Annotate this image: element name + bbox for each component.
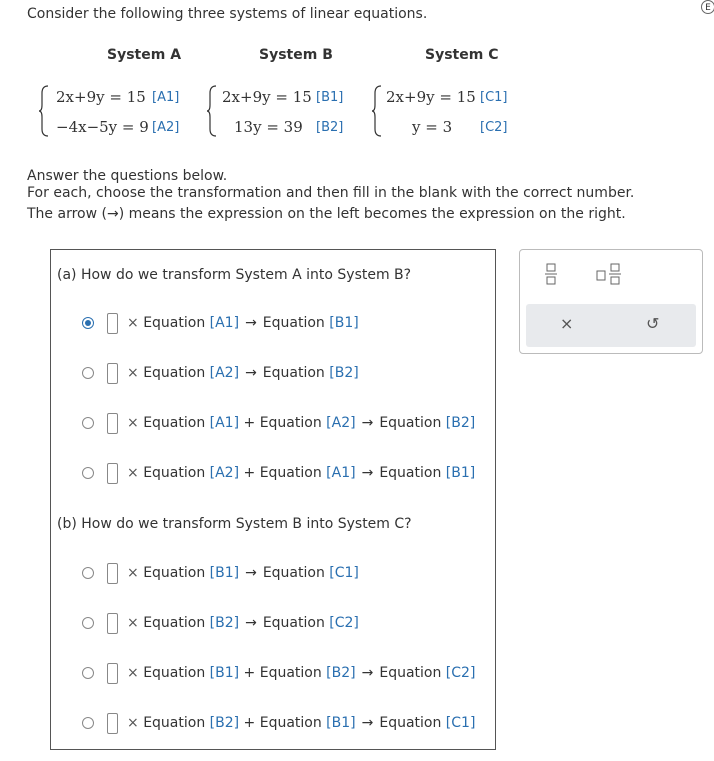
arrow-icon: → xyxy=(361,715,374,731)
coefficient-input[interactable] xyxy=(107,713,118,734)
equation-word: Equation xyxy=(143,615,210,631)
part-b-question: (b) How do we transform System B into System C? xyxy=(57,516,412,532)
equation-word: Equation xyxy=(259,715,327,731)
equation-ref: [A2] xyxy=(209,365,240,381)
system-c-title: System C xyxy=(425,47,499,63)
equation-word: Equation xyxy=(262,565,330,581)
arrow-icon: → xyxy=(106,206,119,222)
answer-toolbox xyxy=(519,249,703,354)
equation-word: Equation xyxy=(259,465,327,481)
equation-word: Equation xyxy=(143,715,210,731)
equation-ref: [B1] xyxy=(326,715,356,731)
help-badge[interactable]: E xyxy=(701,0,714,14)
equation-word: Equation xyxy=(262,615,330,631)
option-expression xyxy=(127,565,359,581)
coefficient-input[interactable] xyxy=(107,463,118,484)
option-expression xyxy=(127,415,475,431)
option-radio[interactable] xyxy=(82,467,94,479)
equation-word: Equation xyxy=(262,315,330,331)
times-symbol: × xyxy=(127,665,139,681)
option-radio[interactable] xyxy=(82,617,94,629)
option-radio[interactable] xyxy=(82,367,94,379)
system-a-eq2: −4x−5y = 9 xyxy=(56,118,149,136)
equation-ref: [B2] xyxy=(209,615,240,631)
instruction-line3-post: ) means the expression on the left becomes the expression on the right. xyxy=(118,206,626,222)
clear-icon[interactable]: × xyxy=(560,314,574,333)
equation-word: Equation xyxy=(143,315,210,331)
option-expression xyxy=(127,315,359,331)
option-radio[interactable] xyxy=(82,717,94,729)
times-symbol: × xyxy=(127,565,139,581)
equation-word: Equation xyxy=(379,665,446,681)
system-b-title: System B xyxy=(259,47,333,63)
arrow-icon: → xyxy=(245,565,257,581)
system-c-eq1: 2x+9y = 15 xyxy=(386,88,476,106)
toolbox-actions xyxy=(526,304,696,347)
arrow-icon: → xyxy=(361,415,374,431)
equation-ref: [A2] xyxy=(209,465,240,481)
instruction-line2: For each, choose the transformation and then fill in the blank with the correct number. xyxy=(27,185,635,201)
arrow-icon: → xyxy=(245,315,257,331)
times-symbol: × xyxy=(127,615,139,631)
equation-ref: [C2] xyxy=(445,665,476,681)
instruction-line3 xyxy=(27,206,626,222)
times-symbol: × xyxy=(127,465,139,481)
equation-word: Equation xyxy=(143,415,210,431)
part-b-panel xyxy=(50,498,496,750)
system-b-eq1: 2x+9y = 15 xyxy=(222,88,312,106)
system-a-title: System A xyxy=(107,47,182,63)
option-row[interactable] xyxy=(51,312,491,336)
arrow-icon: → xyxy=(361,465,374,481)
equation-ref: [A1] xyxy=(209,415,240,431)
equation-word: Equation xyxy=(143,665,210,681)
equation-ref: [B2] xyxy=(326,665,356,681)
arrow-icon: → xyxy=(245,615,257,631)
equation-ref: [B2] xyxy=(445,415,476,431)
times-symbol: × xyxy=(127,315,139,331)
option-radio[interactable] xyxy=(82,317,94,329)
equation-ref: [C1] xyxy=(329,565,359,581)
coefficient-input[interactable] xyxy=(107,613,118,634)
system-b-eq2: 13y = 39 xyxy=(234,118,303,136)
equation-ref: [B2] xyxy=(329,365,359,381)
equation-word: Equation xyxy=(143,465,210,481)
system-b-brace xyxy=(206,85,218,137)
part-a-panel xyxy=(50,249,496,500)
equation-word: Equation xyxy=(379,715,446,731)
system-c-brace xyxy=(371,85,383,137)
equation-ref: [B1] xyxy=(209,665,240,681)
times-symbol: × xyxy=(127,365,139,381)
equation-ref: [C2] xyxy=(329,615,359,631)
option-expression xyxy=(127,465,475,481)
equation-ref: [B1] xyxy=(209,565,240,581)
instruction-line3-pre: The arrow ( xyxy=(27,206,107,222)
equation-word: Equation xyxy=(379,465,446,481)
option-expression xyxy=(127,715,475,731)
equation-ref: [A1] xyxy=(326,465,356,481)
reset-icon[interactable]: ↺ xyxy=(646,314,660,333)
system-b-tag1: [B1] xyxy=(316,90,344,105)
equation-word: Equation xyxy=(143,365,210,381)
option-row[interactable] xyxy=(51,562,491,586)
option-row[interactable] xyxy=(51,362,491,386)
arrow-icon: → xyxy=(361,665,374,681)
option-radio[interactable] xyxy=(82,667,94,679)
times-symbol: × xyxy=(127,715,139,731)
equation-ref: [A1] xyxy=(209,315,240,331)
equation-ref: [B1] xyxy=(445,465,476,481)
option-expression xyxy=(127,665,475,681)
equation-word: Equation xyxy=(379,415,446,431)
system-c-tag1: [C1] xyxy=(480,90,508,105)
equation-word: Equation xyxy=(259,665,327,681)
coefficient-input[interactable] xyxy=(107,563,118,584)
system-c-tag2: [C2] xyxy=(480,120,508,135)
option-row[interactable] xyxy=(51,462,491,486)
system-b-tag2: [B2] xyxy=(316,120,344,135)
coefficient-input[interactable] xyxy=(107,663,118,684)
system-a-brace xyxy=(38,85,50,137)
plus-symbol: + xyxy=(239,415,260,431)
plus-symbol: + xyxy=(239,665,260,681)
times-symbol: × xyxy=(127,415,139,431)
option-expression xyxy=(127,615,359,631)
equation-word: Equation xyxy=(262,365,330,381)
equation-ref: [C1] xyxy=(445,715,476,731)
equation-ref: [B2] xyxy=(209,715,240,731)
option-row[interactable] xyxy=(51,612,491,636)
option-expression xyxy=(127,365,359,381)
arrow-icon: → xyxy=(245,365,257,381)
system-a-eq1: 2x+9y = 15 xyxy=(56,88,146,106)
instruction-line1: Answer the questions below. xyxy=(27,168,228,184)
option-radio[interactable] xyxy=(82,417,94,429)
equation-word: Equation xyxy=(143,565,210,581)
coefficient-input[interactable] xyxy=(107,363,118,384)
option-row[interactable] xyxy=(51,662,491,686)
system-c-eq2: y = 3 xyxy=(412,118,453,136)
option-row[interactable] xyxy=(51,412,491,436)
equation-ref: [A2] xyxy=(326,415,356,431)
mixed-number-icon[interactable] xyxy=(596,263,624,285)
option-radio[interactable] xyxy=(82,567,94,579)
plus-symbol: + xyxy=(239,465,260,481)
intro-text: Consider the following three systems of linear equations. xyxy=(27,6,428,22)
plus-symbol: + xyxy=(239,715,260,731)
equation-ref: [B1] xyxy=(329,315,359,331)
coefficient-input[interactable] xyxy=(107,413,118,434)
equation-word: Equation xyxy=(259,415,327,431)
fraction-icon[interactable] xyxy=(544,263,558,285)
system-a-tag2: [A2] xyxy=(152,120,180,135)
system-a-tag1: [A1] xyxy=(152,90,180,105)
part-a-question: (a) How do we transform System A into System B? xyxy=(57,267,412,283)
coefficient-input[interactable] xyxy=(107,313,118,334)
option-row[interactable] xyxy=(51,712,491,736)
